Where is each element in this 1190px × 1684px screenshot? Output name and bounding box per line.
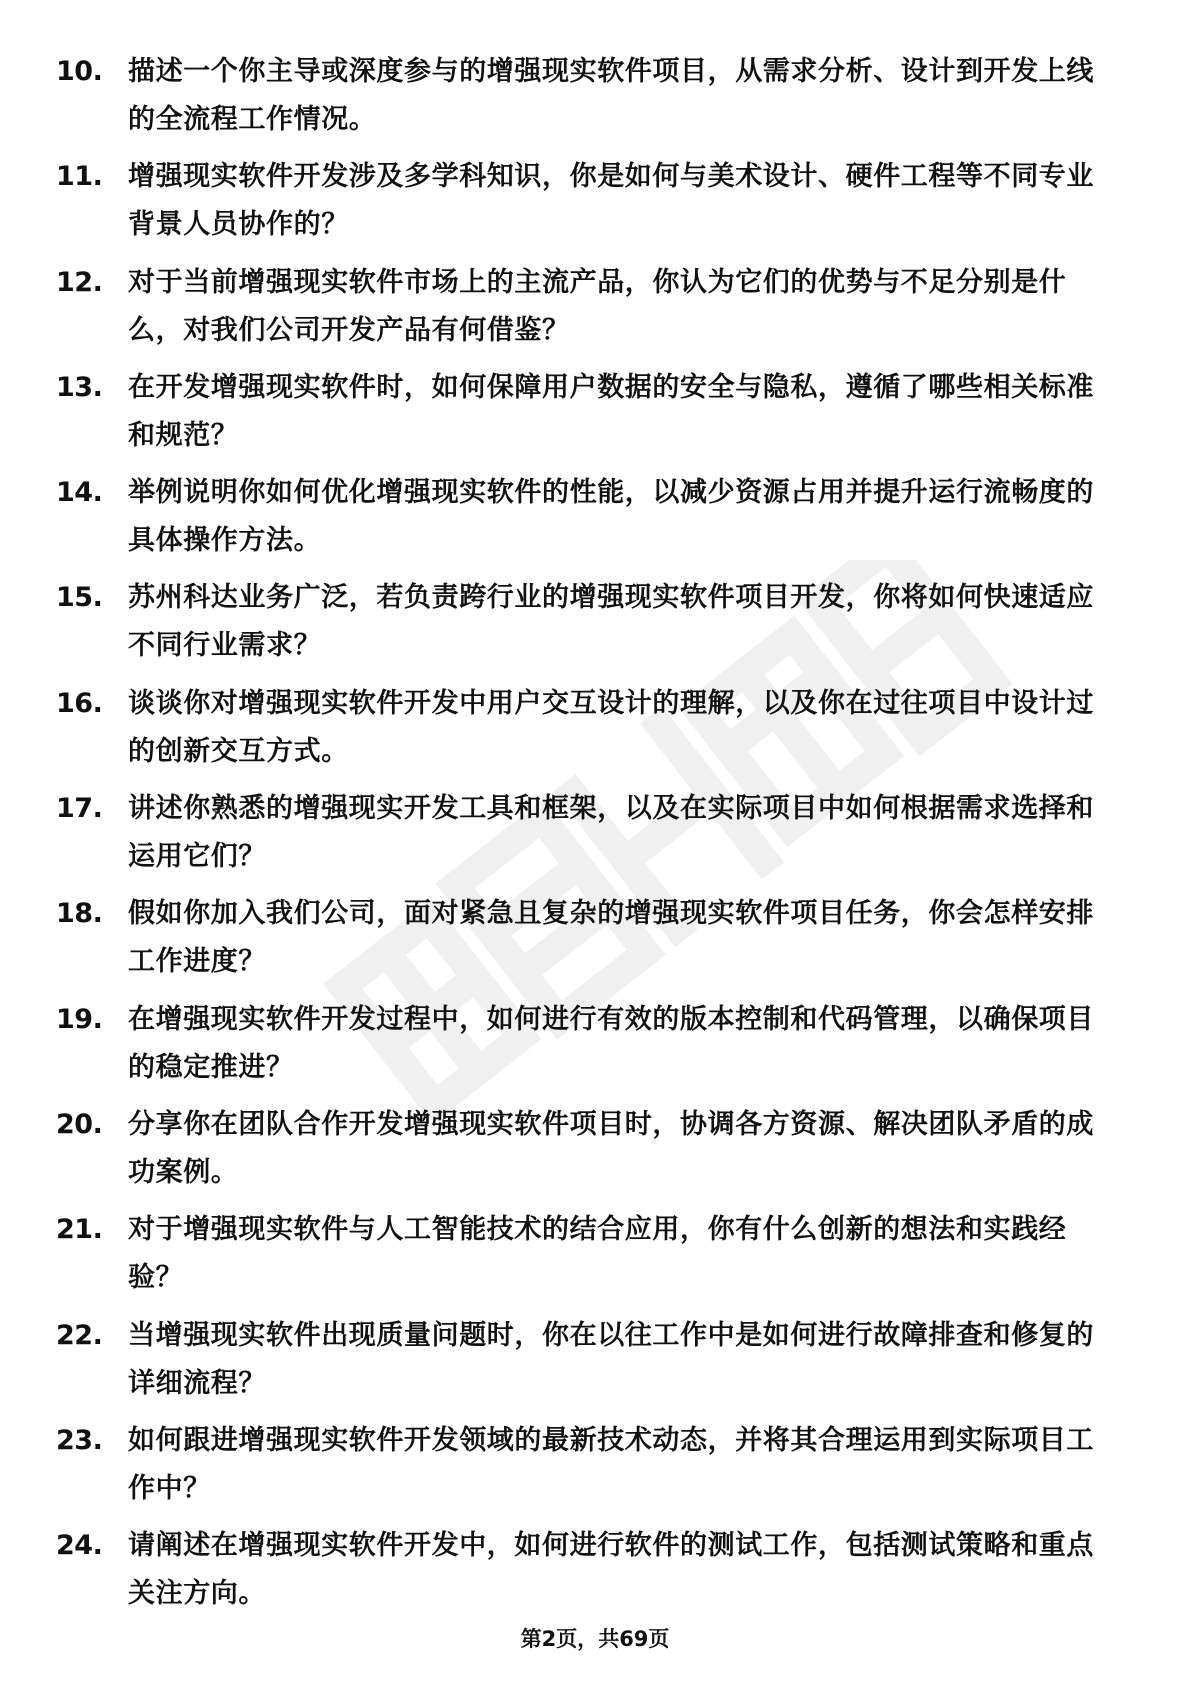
question-text: 分享你在团队合作开发增强现实软件项目时，协调各方资源、解决团队矛盾的成功案例。	[128, 1108, 1094, 1188]
question-text: 举例说明你如何优化增强现实软件的性能，以减少资源占用并提升运行流畅度的具体操作方法。	[128, 477, 1094, 557]
question-text: 对于当前增强现实软件市场上的主流产品，你认为它们的优势与不足分别是什么，对我们公司开发产品有何借鉴？	[128, 266, 1067, 346]
question-number: 13.	[56, 371, 103, 403]
question-item	[56, 469, 1106, 565]
question-number: 11.	[56, 161, 103, 193]
question-item	[56, 890, 1106, 986]
question-number: 20.	[56, 1108, 103, 1140]
question-number: 17.	[56, 793, 103, 825]
question-number: 24.	[56, 1530, 103, 1562]
question-number: 22.	[56, 1319, 103, 1351]
question-item	[56, 153, 1106, 249]
question-text: 描述一个你主导或深度参与的增强现实软件项目，从需求分析、设计到开发上线的全流程工作情况。	[128, 56, 1094, 135]
question-text: 增强现实软件开发涉及多学科知识，你是如何与美术设计、硬件工程等不同专业背景人员协作的？	[128, 161, 1094, 241]
question-item	[56, 1206, 1106, 1302]
question-text: 当增强现实软件出现质量问题时，你在以往工作中是如何进行故障排查和修复的详细流程？	[128, 1319, 1094, 1399]
question-text: 假如你加入我们公司，面对紧急且复杂的增强现实软件项目任务，你会怎样安排工作进度？	[128, 898, 1094, 978]
question-item	[56, 259, 1106, 355]
question-number: 14.	[56, 477, 103, 509]
question-number: 15.	[56, 582, 103, 614]
question-text: 谈谈你对增强现实软件开发中用户交互设计的理解，以及你在过往项目中设计过的创新交互方式。	[128, 687, 1094, 767]
page-number-footer: 第2页，共69页	[520, 1627, 670, 1651]
question-number: 12.	[56, 266, 103, 298]
question-number: 16.	[56, 687, 103, 719]
question-number: 21.	[56, 1214, 103, 1246]
question-item	[56, 574, 1106, 670]
question-number: 18.	[56, 898, 103, 930]
question-item	[56, 364, 1106, 460]
question-item	[56, 1312, 1106, 1408]
question-text: 如何跟进增强现实软件开发领域的最新技术动态，并将其合理运用到实际项目工作中？	[128, 1424, 1094, 1504]
question-text: 苏州科达业务广泛，若负责跨行业的增强现实软件项目开发，你将如何快速适应不同行业需求？	[128, 582, 1094, 662]
question-list	[56, 48, 1106, 1627]
question-item	[56, 1101, 1106, 1197]
question-item	[56, 680, 1106, 776]
question-text: 在开发增强现实软件时，如何保障用户数据的安全与隐私，遵循了哪些相关标准和规范？	[128, 371, 1094, 451]
question-item	[56, 1417, 1106, 1513]
question-text: 对于增强现实软件与人工智能技术的结合应用，你有什么创新的想法和实践经验？	[128, 1214, 1067, 1294]
question-item	[56, 1522, 1106, 1618]
question-text: 在增强现实软件开发过程中，如何进行有效的版本控制和代码管理，以确保项目的稳定推进？	[128, 1003, 1094, 1083]
question-number: 10.	[56, 56, 103, 87]
question-item	[56, 996, 1106, 1092]
question-text: 讲述你熟悉的增强现实开发工具和框架，以及在实际项目中如何根据需求选择和运用它们？	[128, 793, 1094, 873]
question-number: 23.	[56, 1424, 103, 1456]
question-number: 19.	[56, 1003, 103, 1035]
question-item	[56, 48, 1106, 144]
question-text: 请阐述在增强现实软件开发中，如何进行软件的测试工作，包括测试策略和重点关注方向。	[128, 1530, 1094, 1610]
question-item	[56, 785, 1106, 881]
